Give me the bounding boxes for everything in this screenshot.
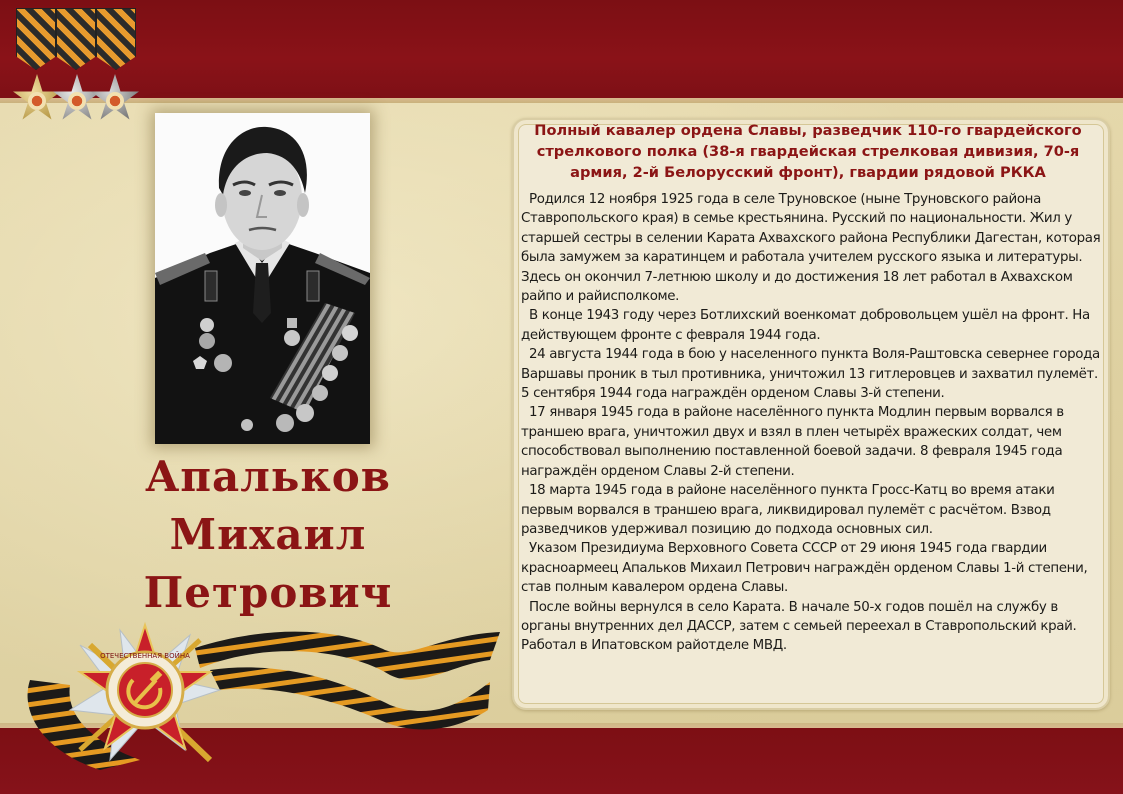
silver-star-medal-icon [90, 74, 140, 124]
top-red-band [0, 0, 1123, 98]
orders-of-glory-medals-icon [12, 8, 142, 134]
st-george-ribbon-icon [96, 8, 136, 70]
person-surname: Апальков [145, 452, 391, 501]
biography-paragraph: Родился 12 ноября 1925 года в селе Труновское (ныне Труновского района Ставропольского края) в семье крестьянина. Русский по национальности. Жил у старшей сестры в селении Карата Ахвахского района Республики Дагестан, которая была замужем за каратинцем и работала учителем русского языка и литературы. Здесь он окончил 7-летнюю школу и до достижения 18 лет работал в Ахвахском райпо и райисполкоме. [521, 192, 1101, 305]
gold-star-medal-icon [12, 74, 62, 124]
biography-paragraph: 24 августа 1944 года в бою у населенного пункта Воля-Раштовска севернее города Варшавы проник в тыл противника, уничтожил 13 гитлеровцев и захватил пулемёт. 5 сентября 1944 года награждён орденом Славы 3-й степени. [521, 347, 1100, 402]
biography-title: Полный кавалер ордена Славы, разведчик 110-го гвардейского стрелкового полка (38-я гвардейская стрелковая дивизия, 70-я армия, 2-й Белорусский фронт), гвардии рядовой РККА [534, 122, 1082, 181]
person-first-name: Михаил [169, 510, 367, 559]
st-george-ribbon-icon [16, 8, 56, 70]
person-full-name [118, 448, 418, 622]
st-george-ribbon-icon [56, 8, 96, 70]
silver-star-medal-icon [52, 74, 102, 124]
biography-paragraph: 18 марта 1945 года в районе населённого пункта Гросс-Катц во время атаки первым ворвался в траншею врага, ликвидировал пулемёт с расчётом. Взвод разведчиков удерживал позицию до подхода основных сил. [521, 483, 1055, 537]
biography-paragraph: 17 января 1945 года в районе населённого пункта Модлин первым ворвался в траншею врага, уничтожил двух и взял в плен четырёх вражеских солдат, чем способствовал выполнению поставленной боевой задачи. 8 февраля 1945 года награждён орденом Славы 2-й степени. [521, 405, 1064, 479]
portrait-photo [155, 113, 370, 444]
portrait-image [155, 113, 370, 444]
biography-paragraph: После войны вернулся в село Карата. В начале 50-х годов пошёл на службу в органы внутренних дел ДАССР, затем с семьей переехал в Ставропольский край. Работал в Ипатовском райотделе МВД. [521, 599, 1077, 654]
order-of-patriotic-war-with-st-george-ribbon-icon [10, 620, 510, 780]
biography-text [521, 190, 1106, 656]
biography-paragraph: Указом Президиума Верховного Совета СССР от 29 июня 1945 года гвардии красноармеец Апальков Михаил Петрович награждён орденом Славы 1-й степени, став полным кавалером ордена Славы. [521, 541, 1088, 596]
order-inscription: ОТЕЧЕСТВЕННАЯ ВОЙНА [100, 652, 190, 660]
biography-paragraph: В конце 1943 году через Ботлихский военкомат добровольцем ушёл на фронт. На действующем фронте с февраля 1944 года. [521, 308, 1090, 343]
person-patronymic: Петрович [143, 568, 393, 617]
